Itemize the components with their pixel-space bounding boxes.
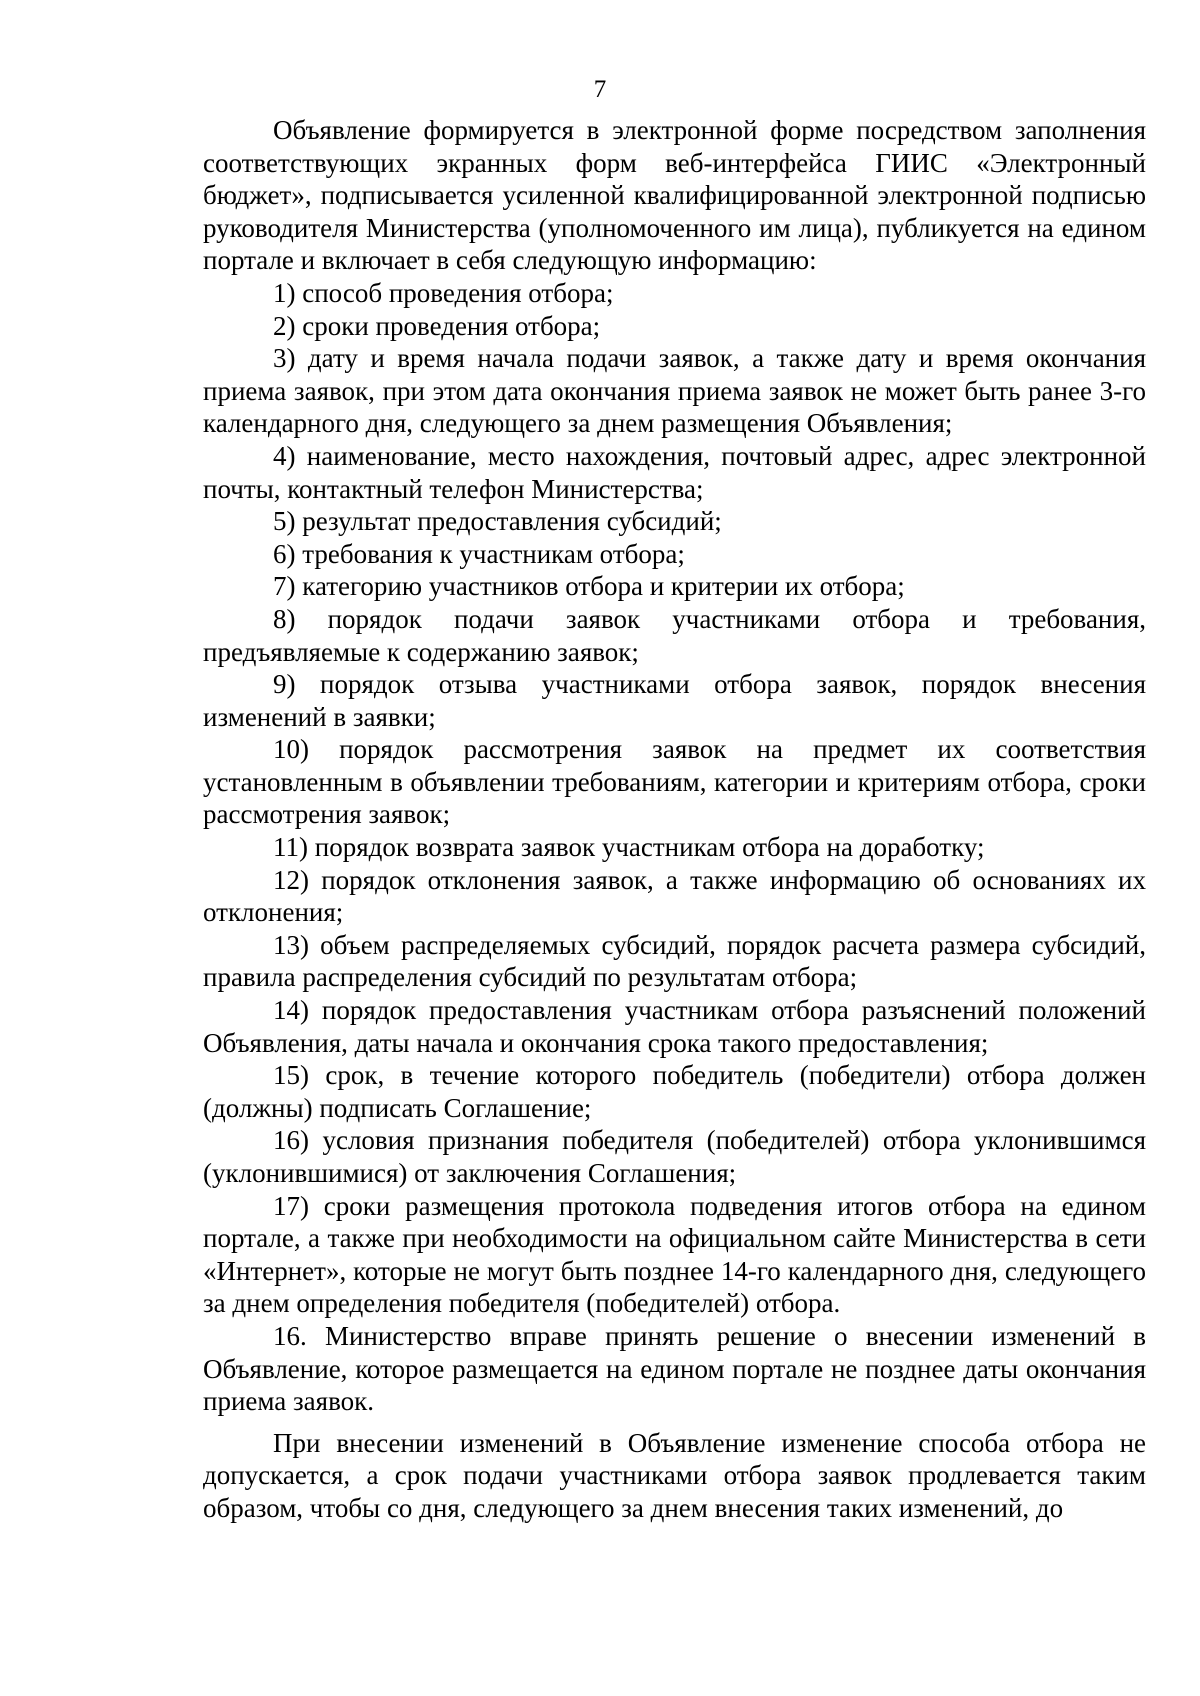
list-item-1: 1) способ проведения отбора; xyxy=(273,277,614,308)
list-item-15: 15) срок, в течение которого победитель (победители) отбора должен (должны) подписать Соглашение; xyxy=(203,1060,1146,1123)
list-item-8: 8) порядок подачи заявок участниками отбора и требования, предъявляемые к содержанию заявок; xyxy=(203,603,1146,667)
list-item-9: 9) порядок отзыва участниками отбора заявок, порядок внесения изменений в заявки; xyxy=(203,669,1146,732)
section-16-paragraph: 16. Министерство вправе принять решение о внесении изменений в Объявление, которое размещается на едином портале не позднее даты окончания приема заявок. xyxy=(203,1320,1146,1417)
list-item-10: 10) порядок рассмотрения заявок на предмет их соответствия установленным в объявлении требованиям, категории и критериям отбора, сроки рассмотрения заявок; xyxy=(203,734,1146,830)
list-item-16: 16) условия признания победителя (победителей) отбора уклонившимся (уклонившимися) от заключения Соглашения; xyxy=(203,1125,1146,1188)
list-item-7: 7) категорию участников отбора и критерии их отбора; xyxy=(273,571,905,602)
page-number: 7 xyxy=(593,76,607,103)
list-item-4: 4) наименование, место нахождения, почтовый адрес, адрес электронной почты, контактный телефон Министерства; xyxy=(203,440,1146,504)
list-item-12: 12) порядок отклонения заявок, а также информацию об основаниях их отклонения; xyxy=(203,864,1146,928)
list-item-17: 17) сроки размещения протокола подведения итогов отбора на едином портале, а также при необходимости на официальном сайте Министерства в сети «Интернет», которые не могут быть позднее 14-го календарного дня, следующего за днем определения победителя (победителей) отбора. xyxy=(203,1190,1146,1319)
list-item-2: 2) сроки проведения отбора; xyxy=(273,310,601,341)
list-item-13: 13) объем распределяемых субсидий, порядок расчета размера субсидий, правила распределения субсидий по результатам отбора; xyxy=(203,929,1146,993)
amendment-paragraph: При внесении изменений в Объявление изменение способа отбора не допускается, а срок подачи участниками отбора заявок продлевается таким образом, чтобы со дня, следующего за днем внесения таких изменений, до xyxy=(203,1427,1146,1523)
list-item-14: 14) порядок предоставления участникам отбора разъяснений положений Объявления, даты начала и окончания срока такого предоставления; xyxy=(203,995,1146,1058)
paragraph-announcement-intro: Объявление формируется в электронной форме посредством заполнения соответствующих экранных форм веб-интерфейса ГИИС «Электронный бюджет», подписывается усиленной квалифицированной электронной подписью руководителя Министерства (уполномоченного им лица), публикуется на едином портале и включает в себя следующую информацию: xyxy=(203,115,1146,276)
list-item-6: 6) требования к участникам отбора; xyxy=(273,538,685,569)
list-item-11: 11) порядок возврата заявок участникам отбора на доработку; xyxy=(273,832,985,863)
list-item-3: 3) дату и время начала подачи заявок, а также дату и время окончания приема заявок, при этом дата окончания приема заявок не может быть ранее 3-го календарного дня, следующего за днем размещения Объявления; xyxy=(203,343,1146,439)
document-body xyxy=(203,114,1146,1525)
list-item-5: 5) результат предоставления субсидий; xyxy=(273,506,722,537)
